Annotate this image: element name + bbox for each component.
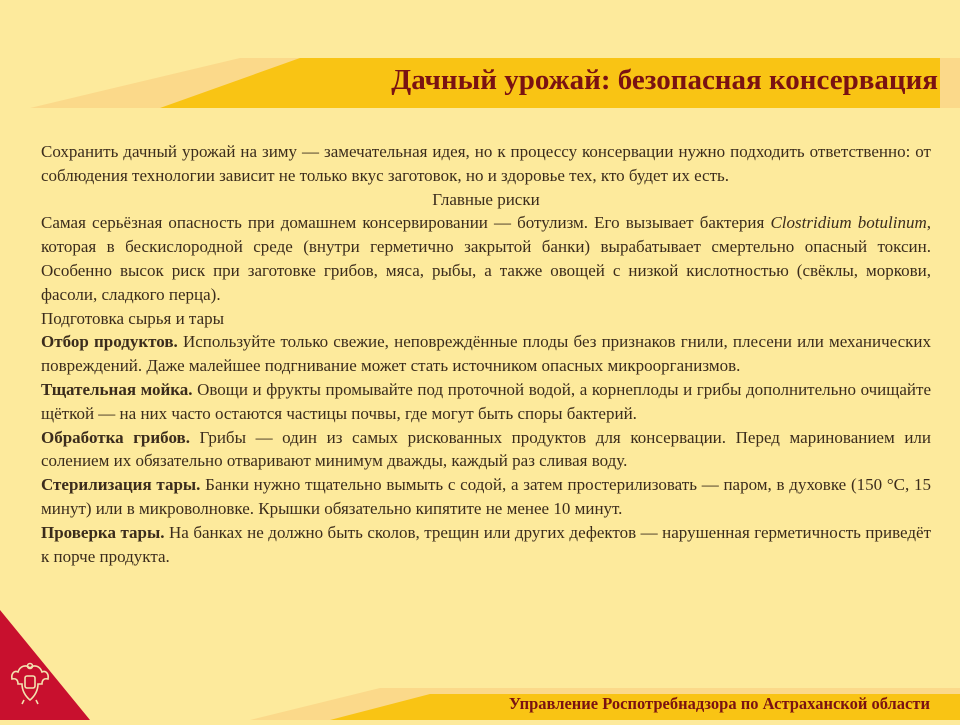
risks-heading: Главные риски [432,189,540,209]
footer-organization: Управление Роспотребнадзора по Астраханской области [508,694,930,713]
item-text: Овощи и фрукты промывайте под проточной водой, а корнеплоды и грибы дополнительно очищайте щёткой — на них часто остаются частицы почвы, где могут быть споры бактерий. [41,379,931,423]
item-term: Отбор продуктов. [41,332,178,352]
list-item [41,521,931,569]
bacteria-name: Clostridium botulinum [770,213,927,233]
prep-heading: Подготовка сырья и тары [41,308,225,328]
item-text: Используйте только свежие, неповреждённые плоды без признаков гнили, плесени или механических повреждений. Даже малейшее подгнивание может стать источником опасных микроорганизмов. [41,332,931,376]
risks-paragraph [41,211,931,306]
document-body [41,140,931,568]
item-term: Тщательная мойка. [41,379,193,399]
intro-paragraph: Сохранить дачный урожай на зиму — замечательная идея, но к процессу консервации нужно подходить ответственно: от соблюдения технологии зависит не только вкус заготовок, но и здоровье тех, кто будет их есть. [41,142,931,185]
list-item [41,378,931,426]
item-text: На банках не должно быть сколов, трещин или других дефектов — нарушенная герметичность приведёт к порче продукта. [41,522,931,566]
risks-text-1: Самая серьёзная опасность при домашнем консервировании — ботулизм. Его вызывает бактерия [41,213,771,233]
list-item [41,330,931,378]
page-title: Дачный урожай: безопасная консервация [391,64,938,96]
emblem-icon [8,660,52,706]
item-term: Обработка грибов. [41,427,190,447]
item-term: Стерилизация тары. [41,475,201,495]
risks-text-2: , которая в бескислородной среде (внутри герметично закрытой банки) вырабатывает смертельно опасный токсин. Особенно высок риск при заготовке грибов, мяса, рыбы, а также овощей с низкой кислотностью (свёклы, моркови, фасоли, сладкого перца). [41,213,931,304]
list-item [41,473,931,521]
item-text: Грибы — один из самых рискованных продуктов для консервации. Перед маринованием или солением их обязательно отваривают минимум дважды, каждый раз сливая воду. [41,427,932,471]
list-item [41,426,931,474]
item-text: Банки нужно тщательно вымыть с содой, а затем простерилизовать — паром, в духовке (150 °С, 15 минут) или в микроволновке. Крышки обязательно кипятите не менее 10 минут. [41,475,931,518]
item-term: Проверка тары. [41,522,165,542]
